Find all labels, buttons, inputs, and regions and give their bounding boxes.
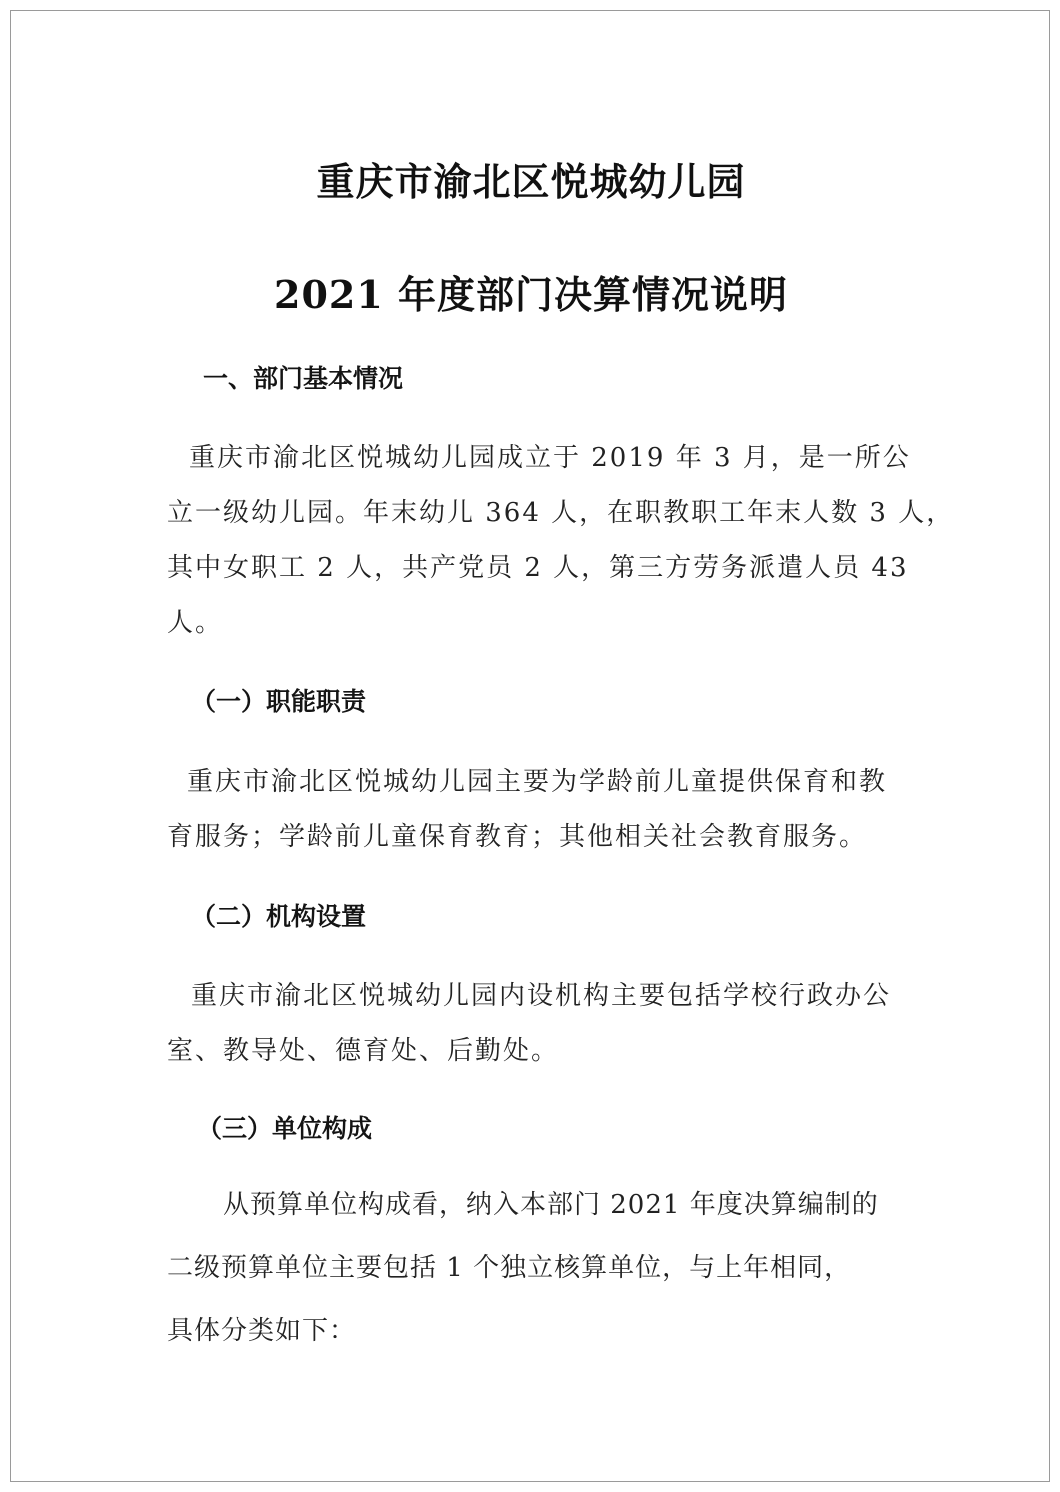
- paragraph-line: 二级预算单位主要包括 1 个独立核算单位，与上年相同，: [167, 1253, 852, 1283]
- paragraph-line: 从预算单位构成看，纳入本部门 2021 年度决算编制的: [223, 1190, 879, 1220]
- paragraph-line: 其中女职工 2 人，共产党员 2 人，第三方劳务派遣人员 43: [167, 553, 909, 583]
- paragraph-line: 室、教导处、德育处、后勤处。: [167, 1036, 560, 1066]
- paragraph-line: 立一级幼儿园。年末幼儿 364 人，在职教职工年末人数 3 人，: [167, 498, 955, 528]
- paragraph-line: 育服务；学龄前儿童保育教育；其他相关社会教育服务。: [167, 822, 868, 852]
- document-title-line1: 重庆市渝北区悦城幼儿园: [316, 159, 746, 204]
- section-heading-basic-info: 一、部门基本情况: [203, 364, 404, 393]
- document-page: [10, 10, 1050, 1482]
- paragraph-line: 具体分类如下：: [167, 1316, 357, 1346]
- document-title-line2: 2021 年度部门决算情况说明: [274, 272, 788, 317]
- subsection-heading-organization: （二）机构设置: [191, 902, 367, 931]
- paragraph-line: 重庆市渝北区悦城幼儿园主要为学龄前儿童提供保育和教: [187, 767, 888, 797]
- subsection-heading-composition: （三）单位构成: [197, 1114, 373, 1143]
- paragraph-line: 人。: [167, 608, 224, 638]
- paragraph-line: 重庆市渝北区悦城幼儿园内设机构主要包括学校行政办公: [191, 981, 892, 1011]
- subsection-heading-duties: （一）职能职责: [191, 687, 367, 716]
- paragraph-line: 重庆市渝北区悦城幼儿园成立于 2019 年 3 月，是一所公: [189, 443, 911, 473]
